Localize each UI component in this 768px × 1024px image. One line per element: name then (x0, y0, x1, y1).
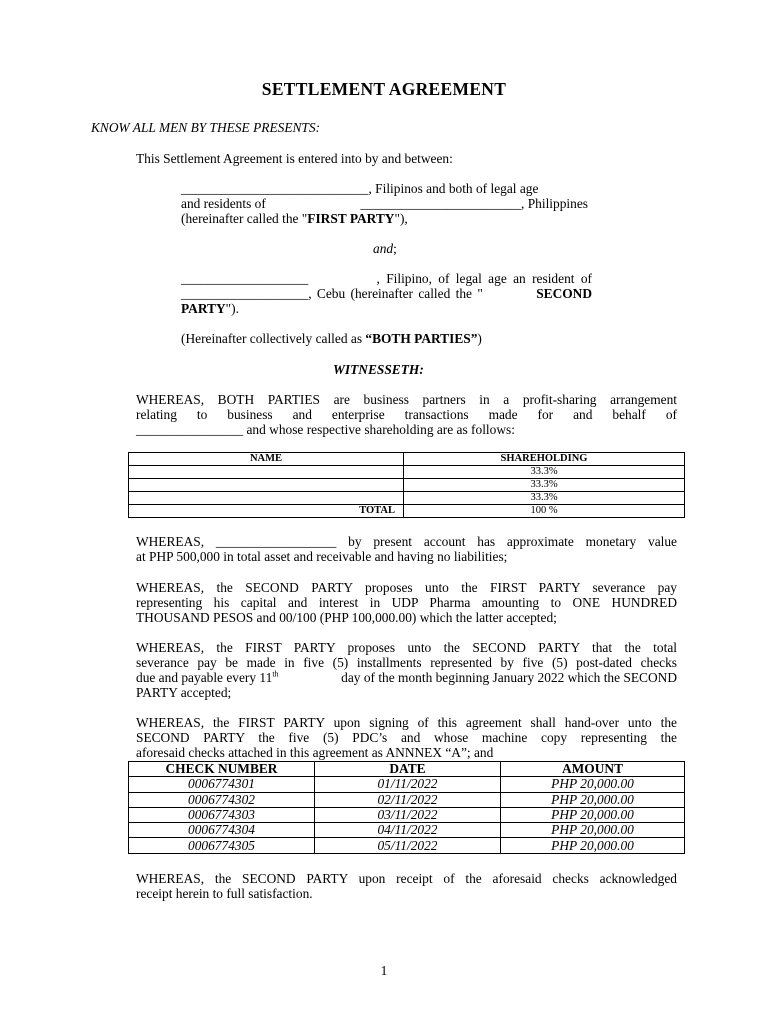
ordinal-superscript: th (272, 669, 279, 679)
check-number-cell: 0006774302 (129, 792, 315, 807)
table-row (129, 479, 685, 492)
whereas-1-line-1: WHEREAS, BOTH PARTIES are business partners in a profit-sharing arrangement (136, 392, 677, 407)
second-party-line-1-text: , Filipino, of legal age an resident of (376, 271, 592, 286)
table-row (129, 807, 685, 822)
first-party-line-1 (181, 181, 538, 196)
date-column-header: DATE (315, 762, 501, 777)
whereas-4-line-3-end: day of the month beginning January 2022 which the SECOND (341, 670, 677, 685)
check-amount-cell: PHP 20,000.00 (501, 823, 685, 838)
whereas-4-line-3 (136, 670, 677, 685)
shareholding-cell: 33.3% (404, 492, 685, 505)
check-amount-cell: PHP 20,000.00 (501, 792, 685, 807)
collectively-paragraph (181, 331, 482, 346)
total-value: 100 % (404, 505, 685, 518)
table-row (129, 838, 685, 853)
collectively-suffix: ) (477, 331, 482, 346)
first-party-residence (360, 196, 588, 211)
check-number-cell: 0006774305 (129, 838, 315, 853)
second-party-label-b: PARTY (181, 301, 226, 316)
page-number: 1 (380, 963, 388, 978)
whereas-4-line-4: PARTY accepted; (136, 685, 232, 700)
total-label: TOTAL (129, 505, 404, 518)
whereas-5-line-2: SECOND PARTY the five (5) PDC’s and whose machine copy representing the (136, 730, 677, 745)
first-party-label: FIRST PARTY (307, 211, 395, 226)
table-row (129, 777, 685, 792)
second-party-name-blank: ___________________ (181, 271, 309, 286)
shareholder-name-cell (129, 479, 404, 492)
second-party-residence-blank: ___________________ (181, 286, 309, 301)
check-date-cell: 03/11/2022 (315, 807, 501, 822)
whereas-4-line-2: severance pay be made in five (5) installments represented by five (5) post-dated checks (136, 655, 677, 670)
whereas-6-line-1: WHEREAS, the SECOND PARTY upon receipt of the aforesaid checks acknowledged (136, 871, 677, 886)
first-party-line-2-end: , Philippines (521, 196, 588, 211)
whereas-3-line-3: THOUSAND PESOS and 00/100 (PHP 100,000.00) which the latter accepted; (136, 610, 557, 625)
table-row (129, 466, 685, 479)
check-number-cell: 0006774301 (129, 777, 315, 792)
whereas-1-line-3: ________________ and whose respective shareholding are as follows: (136, 422, 515, 437)
intro-paragraph: This Settlement Agreement is entered into by and between: (136, 151, 453, 166)
first-party-line-1-text: , Filipinos and both of legal age (368, 181, 539, 196)
table-row (129, 823, 685, 838)
document-title: SETTLEMENT AGREEMENT (261, 79, 507, 99)
whereas-3-line-2: representing his capital and interest in UDP Pharma amounting to ONE HUNDRED (136, 595, 677, 610)
shareholding-header-row (129, 453, 685, 466)
check-amount-cell: PHP 20,000.00 (501, 807, 685, 822)
second-party-line-2-text: , Cebu (hereinafter called the " (308, 286, 483, 301)
and-connector (373, 241, 397, 256)
checks-header-row (129, 762, 685, 777)
shareholder-name-cell (129, 466, 404, 479)
first-party-name-blank: ____________________________ (181, 181, 369, 196)
table-row (129, 492, 685, 505)
check-date-cell: 04/11/2022 (315, 823, 501, 838)
shareholder-name-cell (129, 492, 404, 505)
total-row (129, 505, 685, 518)
whereas-6-line-2: receipt herein to full satisfaction. (136, 886, 313, 901)
second-party-line-3 (181, 301, 239, 316)
second-party-line-2 (181, 286, 592, 301)
name-column-header: NAME (129, 453, 404, 466)
first-party-line-3-text: (hereinafter called the " (181, 211, 308, 226)
whereas-1-line-2: relating to business and enterprise transactions made for and behalf of (136, 407, 677, 422)
whereas-4-line-3-start (136, 670, 279, 685)
whereas-4-line-3-text: due and payable every 11 (136, 670, 273, 685)
first-party-line-2-text: and residents of (181, 196, 266, 211)
check-date-cell: 05/11/2022 (315, 838, 501, 853)
second-party-line-1 (181, 271, 592, 286)
check-amount-cell: PHP 20,000.00 (501, 777, 685, 792)
first-party-line-3 (181, 211, 408, 226)
first-party-line-3-end: "), (394, 211, 408, 226)
whereas-2-line-2: at PHP 500,000 in total asset and receivable and having no liabilities; (136, 549, 508, 564)
and-semicolon: ; (393, 241, 397, 256)
checks-table (128, 761, 685, 854)
shareholding-cell: 33.3% (404, 466, 685, 479)
whereas-5-line-3: aforesaid checks attached in this agreement as ANNNEX “A”; and (136, 745, 494, 760)
first-party-line-2 (181, 196, 588, 211)
collectively-prefix: (Hereinafter collectively called as (181, 331, 366, 346)
shareholding-table (128, 452, 685, 518)
and-text: and (373, 241, 394, 256)
whereas-4-line-1: WHEREAS, the FIRST PARTY proposes unto the SECOND PARTY that the total (136, 640, 677, 655)
check-number-cell: 0006774303 (129, 807, 315, 822)
check-amount-cell: PHP 20,000.00 (501, 838, 685, 853)
check-date-cell: 02/11/2022 (315, 792, 501, 807)
table-row (129, 792, 685, 807)
first-party-residence-blank: ________________________ (360, 196, 522, 211)
shareholding-column-header: SHAREHOLDING (404, 453, 685, 466)
second-party-line-3-end: "). (225, 301, 239, 316)
check-number-cell: 0006774304 (129, 823, 315, 838)
shareholding-cell: 33.3% (404, 479, 685, 492)
witnesseth-heading: WITNESSETH: (333, 362, 424, 377)
second-party-label-a: SECOND (536, 286, 592, 301)
amount-column-header: AMOUNT (501, 762, 685, 777)
check-date-cell: 01/11/2022 (315, 777, 501, 792)
whereas-5-line-1: WHEREAS, the FIRST PARTY upon signing of this agreement shall hand-over unto the (136, 715, 677, 730)
second-party-line-2-text-wrap (181, 286, 483, 301)
first-party-line-2-words (181, 196, 305, 211)
whereas-3-line-1: WHEREAS, the SECOND PARTY proposes unto the FIRST PARTY severance pay (136, 580, 677, 595)
both-parties-label: “BOTH PARTIES” (365, 331, 478, 346)
know-all-men-heading: KNOW ALL MEN BY THESE PRESENTS: (91, 120, 321, 135)
whereas-2-line-1: WHEREAS, __________________ by present account has approximate monetary value (136, 534, 677, 549)
check-number-column-header: CHECK NUMBER (129, 762, 315, 777)
